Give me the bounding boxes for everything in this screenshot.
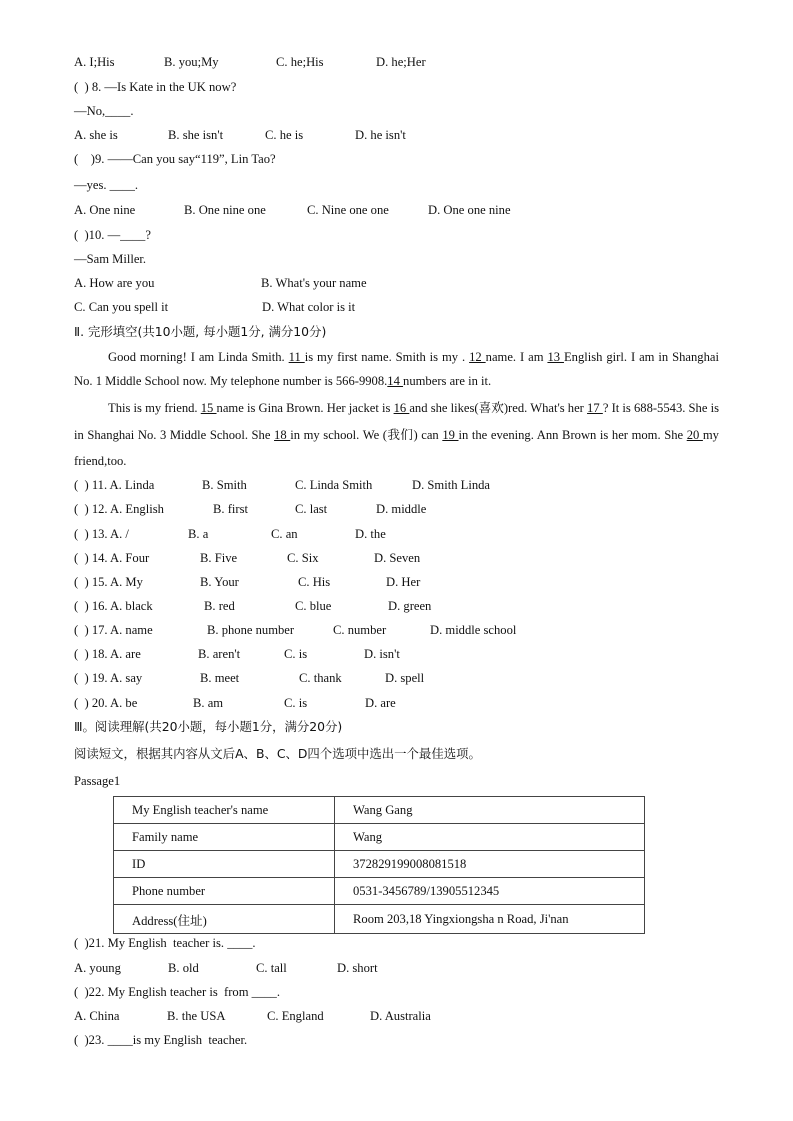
text: name is Gina Brown. Her jacket is: [216, 401, 394, 415]
q12-option-a: ( ) 12. A. English: [74, 502, 164, 516]
q21-stem: ( )21. My English teacher is. ____.: [74, 936, 256, 950]
q9-option-b: B. One nine one: [184, 203, 266, 217]
q7-option-b: B. you;My: [164, 55, 219, 69]
text: my friend,too.: [74, 427, 719, 468]
q9-stem: ( )9. ——Can you say“119”, Lin Tao?: [74, 152, 276, 166]
section3-instruction: 阅读短文，根据其内容从文后A、B、C、D四个选项中选出一个最佳选项。: [74, 746, 481, 761]
q14-option-b: B. Five: [200, 551, 238, 565]
q10-option-b: B. What's your name: [261, 276, 367, 290]
text: English girl. I am in Shanghai No. 1 Middle School now. My telephone number is 566-9908.: [74, 350, 719, 388]
q16-option-d: D. green: [388, 599, 432, 613]
blank-15: 15: [200, 401, 217, 415]
text: This is my friend.: [108, 401, 201, 415]
text: Good morning! I am Linda Smith.: [108, 350, 289, 364]
blank-19: 19: [442, 427, 459, 442]
q9-answer: —yes. ____.: [74, 178, 139, 192]
q8-option-b: B. she isn't: [168, 128, 224, 142]
q13-option-d: D. the: [355, 527, 386, 541]
q19-option-c: C. thank: [299, 671, 342, 685]
section2-heading: Ⅱ. 完形填空(共10小题, 每小题1分, 满分10分): [74, 324, 327, 339]
q21-option-c: C. tall: [256, 961, 287, 975]
q10-option-d: D. What color is it: [262, 300, 356, 314]
q20-option-a: ( ) 20. A. be: [74, 696, 138, 710]
table-cell: ID: [114, 851, 335, 878]
blank-18: 18: [274, 427, 291, 442]
q14-option-d: D. Seven: [374, 551, 421, 565]
table-cell: My English teacher's name: [114, 797, 335, 824]
q11-option-c: C. Linda Smith: [295, 478, 373, 492]
text: numbers are in it.: [403, 374, 492, 388]
q16-option-c: C. blue: [295, 599, 332, 613]
table-row: [114, 797, 645, 824]
table-cell: 0531-3456789/13905512345: [335, 878, 645, 905]
q22-option-a: A. China: [74, 1009, 120, 1023]
q9-option-a: A. One nine: [74, 203, 136, 217]
text: and she likes(喜欢)red. What's her: [409, 401, 588, 415]
q10-option-a: A. How are you: [74, 276, 155, 290]
q19-option-d: D. spell: [385, 671, 425, 685]
table-row: [114, 851, 645, 878]
table-cell: Wang: [335, 824, 645, 851]
q14-option-c: C. Six: [287, 551, 319, 565]
q22-option-d: D. Australia: [370, 1009, 431, 1023]
q19-option-b: B. meet: [200, 671, 240, 685]
q8-option-c: C. he is: [265, 128, 304, 142]
q20-option-b: B. am: [193, 696, 224, 710]
q17-option-a: ( ) 17. A. name: [74, 623, 153, 637]
table-cell: Phone number: [114, 878, 335, 905]
q21-option-d: D. short: [337, 961, 378, 975]
q7-option-a: A. I;His: [74, 55, 115, 69]
table-cell: 372829199008081518: [335, 851, 645, 878]
table-row: [114, 824, 645, 851]
cloze-paragraph-1: [74, 345, 719, 393]
q22-option-c: C. England: [267, 1009, 324, 1023]
blank-17: 17: [587, 401, 603, 415]
q17-option-b: B. phone number: [207, 623, 295, 637]
q18-option-a: ( ) 18. A. are: [74, 647, 141, 661]
q12-option-c: C. last: [295, 502, 328, 516]
q13-option-c: C. an: [271, 527, 298, 541]
table-cell: Wang Gang: [335, 797, 645, 824]
q15-option-a: ( ) 15. A. My: [74, 575, 143, 589]
q17-option-d: D. middle school: [430, 623, 517, 637]
section3-heading: Ⅲ。阅读理解(共20小题，每小题1分，满分20分): [74, 719, 343, 734]
q17-option-c: C. number: [333, 623, 387, 637]
q20-option-d: D. are: [365, 696, 396, 710]
q23-stem: ( )23. ____is my English teacher.: [74, 1033, 248, 1047]
teacher-info-table: [113, 796, 645, 934]
q7-option-d: D. he;Her: [376, 55, 426, 69]
blank-20: 20: [686, 427, 703, 442]
q15-option-d: D. Her: [386, 575, 421, 589]
q10-stem: ( )10. —____?: [74, 228, 151, 242]
q15-option-b: B. Your: [200, 575, 239, 589]
cloze-paragraph-2: [74, 395, 719, 475]
q19-option-a: ( ) 19. A. say: [74, 671, 143, 685]
q13-option-a: ( ) 13. A. /: [74, 527, 129, 541]
blank-12: 12: [469, 350, 486, 364]
q12-option-d: D. middle: [376, 502, 427, 516]
q9-option-d: D. One one nine: [428, 203, 511, 217]
q7-option-c: C. he;His: [276, 55, 324, 69]
table-row: [114, 905, 645, 934]
q14-option-a: ( ) 14. A. Four: [74, 551, 150, 565]
q8-answer: —No,____.: [74, 104, 134, 118]
text: in the evening. Ann Brown is her mom. She: [458, 427, 687, 442]
q11-option-d: D. Smith Linda: [412, 478, 491, 492]
q21-option-b: B. old: [168, 961, 199, 975]
q10-answer: —Sam Miller.: [74, 252, 147, 266]
blank-14: 14: [387, 374, 404, 388]
text: name. I am: [485, 350, 548, 364]
text: ? It is 688-5543. She is in Shanghai No. 3 Middle School. She: [74, 401, 720, 442]
q18-option-d: D. isn't: [364, 647, 400, 661]
q9-option-c: C. Nine one one: [307, 203, 389, 217]
q13-option-b: B. a: [188, 527, 209, 541]
q21-option-a: A. young: [74, 961, 121, 975]
passage-label: Passage1: [74, 774, 121, 788]
q22-stem: ( )22. My English teacher is from ____.: [74, 985, 281, 999]
table-cell: Room 203,18 Yingxiongsha n Road, Ji'nan: [335, 905, 645, 934]
q11-option-a: ( ) 11. A. Linda: [74, 478, 155, 492]
blank-11: 11: [288, 350, 305, 364]
q8-option-a: A. she is: [74, 128, 118, 142]
table-cell: Address(住址): [114, 905, 335, 934]
q20-option-c: C. is: [284, 696, 308, 710]
q16-option-a: ( ) 16. A. black: [74, 599, 153, 613]
table-cell: Family name: [114, 824, 335, 851]
blank-16: 16: [393, 401, 410, 415]
q8-option-d: D. he isn't: [355, 128, 406, 142]
blank-13: 13: [547, 350, 564, 364]
q18-option-c: C. is: [284, 647, 308, 661]
q16-option-b: B. red: [204, 599, 235, 613]
q22-option-b: B. the USA: [167, 1009, 226, 1023]
q8-stem: ( ) 8. —Is Kate in the UK now?: [74, 80, 237, 94]
q11-option-b: B. Smith: [202, 478, 247, 492]
q15-option-c: C. His: [298, 575, 331, 589]
text: is my first name. Smith is my .: [304, 350, 470, 364]
q10-option-c: C. Can you spell it: [74, 300, 169, 314]
q18-option-b: B. aren't: [198, 647, 241, 661]
text: in my school. We (我们) can: [290, 427, 443, 442]
q12-option-b: B. first: [213, 502, 248, 516]
table-row: [114, 878, 645, 905]
